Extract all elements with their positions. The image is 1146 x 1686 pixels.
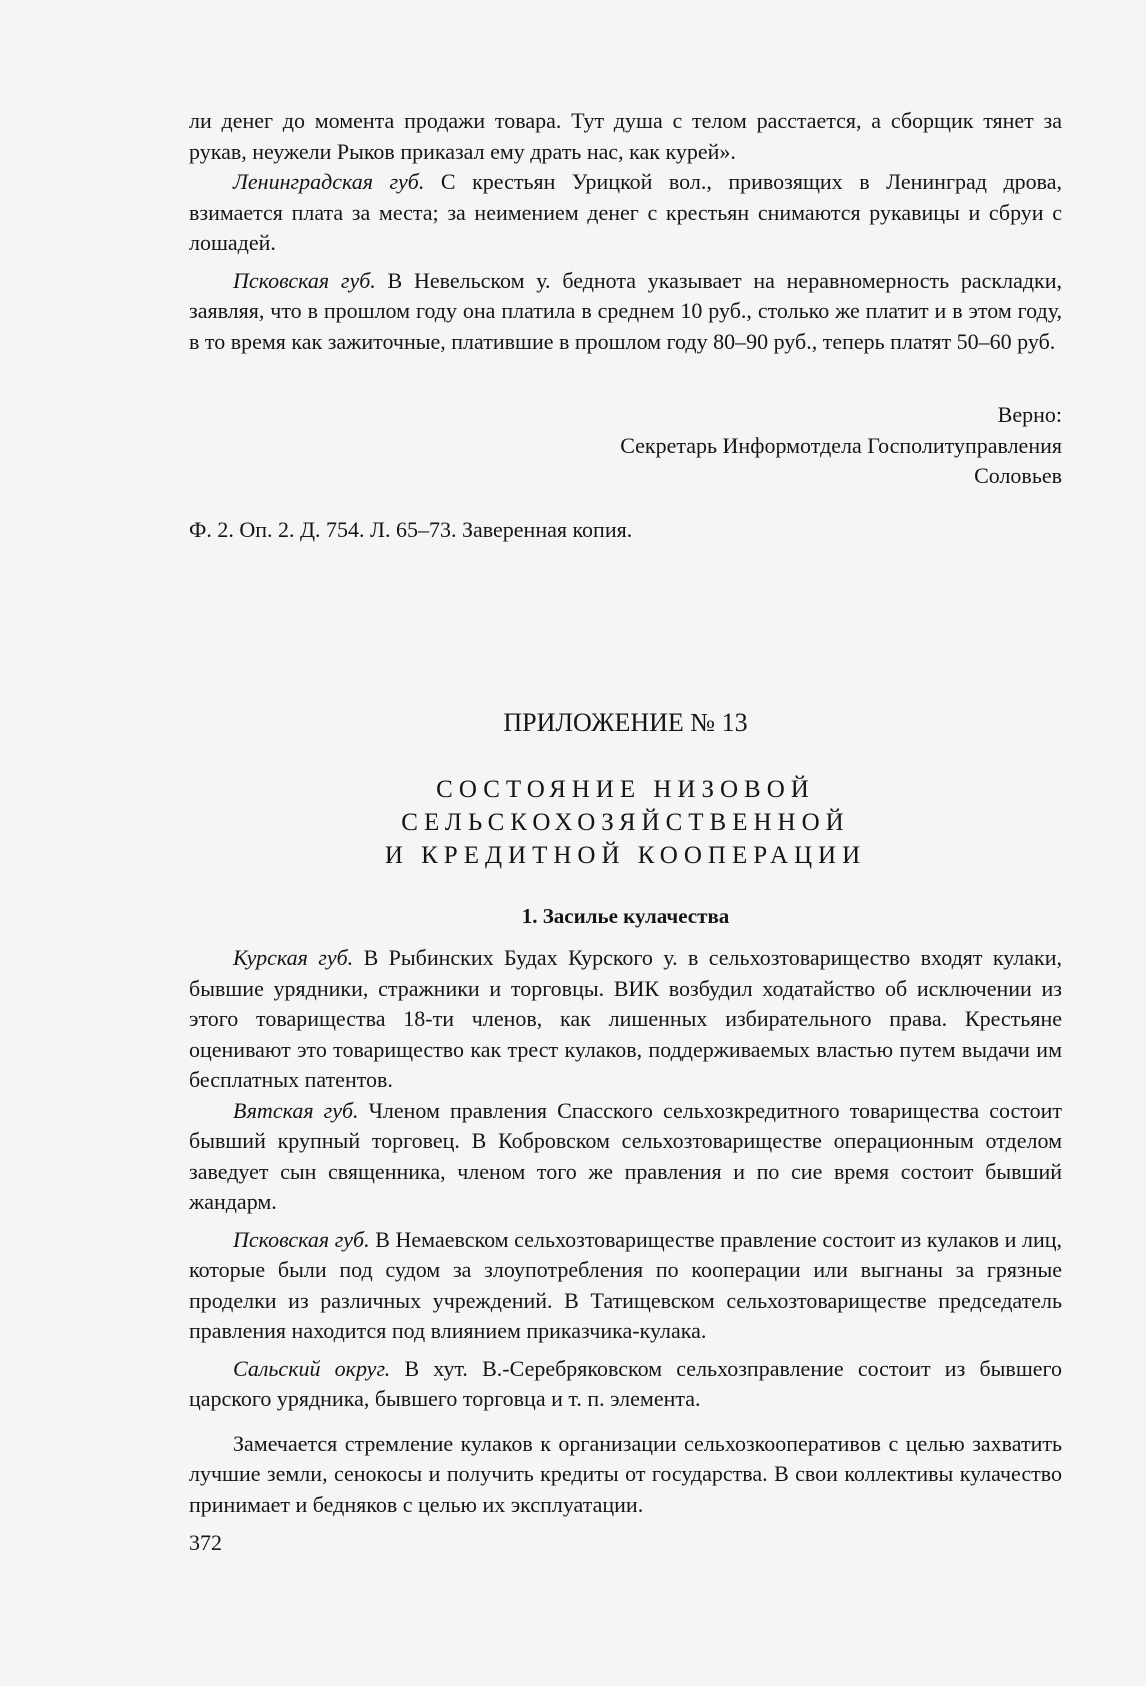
region-label: Сальский округ.: [233, 1355, 391, 1381]
section-heading-line: СЕЛЬСКОХОЗЯЙСТВЕННОЙ: [401, 809, 850, 836]
section-heading-line: И КРЕДИТНОЙ КООПЕРАЦИИ: [384, 842, 867, 869]
paragraph-leningrad: [189, 167, 1062, 259]
paragraph-text: Членом правления Спасского сельхозкредитного товарищества состоит бывший крупный торговец. В Кобровском сельхозтовариществе операционным отделом заведует сын священника, членом того же правления и по сие время состоит бывший жандарм.: [189, 1097, 1062, 1214]
region-label: Ленинградская губ.: [233, 169, 425, 194]
region-label: Вятская губ.: [233, 1097, 359, 1123]
paragraph-text: В хут. В.-Серебряковском сельхозправление состоит из бывшего царского урядника, бывшего торговца и т. п. элемента.: [189, 1355, 1063, 1411]
paragraph-conclusion: [189, 1429, 1062, 1521]
paragraph-text: В Рыбинских Будах Курского у. в сельхозтоварищество входят кулаки, бывшие урядники, стражники и торговцы. ВИК возбудил ходатайство об исключении из этого товарищества 18-ти членов, как лишенных избирательного права. Крестьяне оценивают это товарищество как трест кулаков, поддерживаемых властью путем выдачи им бесплатных патентов.: [189, 945, 1062, 1092]
paragraph-pskov-body: [189, 1225, 1062, 1347]
section-heading: [189, 773, 1062, 872]
signature-block: [189, 400, 1062, 492]
region-label: Псковская губ.: [233, 267, 376, 293]
paragraph-continuation: [189, 106, 1062, 167]
paragraph-text: В Невельском у. беднота указывает на неравномерность раскладки, заявляя, что в прошлом году она платила в среднем 10 руб., столько же платит и в этом году, в то время как зажиточные, платившие в прошлом году 80–90 руб., теперь платят 50–60 руб.: [189, 267, 1063, 354]
paragraph-text: Замечается стремление кулаков к организации сельхозкооперативов с целью захватить лучшие земли, сенокосы и получить кредиты от государства. В свои коллективы кулачество принимает и бедняков с целью их эксплуатации.: [189, 1430, 1062, 1517]
archive-reference: Ф. 2. Оп. 2. Д. 754. Л. 65–73. Заверенная копия.: [189, 517, 633, 542]
appendix-title: ПРИЛОЖЕНИЕ № 13: [503, 708, 748, 737]
top-text-block: [189, 106, 1062, 357]
body-text-block: [189, 943, 1062, 1520]
signatory-position: Секретарь Информотдела Госполитуправления: [620, 432, 1062, 458]
paragraph-salsk: [189, 1354, 1062, 1415]
paragraph-pskov: [189, 266, 1062, 358]
paragraph-vyatka: [189, 1096, 1062, 1218]
section-heading-line: СОСТОЯНИЕ НИЗОВОЙ: [436, 776, 815, 803]
verified-label: Верно:: [997, 402, 1062, 427]
page-number: 372: [189, 1530, 222, 1555]
paragraph-text: ли денег до момента продажи товара. Тут душа с телом расстается, а сборщик тянет за рукав, неужели Рыков приказал ему драть нас, как курей».: [189, 108, 1062, 164]
paragraph-text: С крестьян Урицкой вол., привозящих в Ленинград дрова, взимается плата за места; за неимением денег с крестьян снимаются рукавицы и сбруи с лошадей.: [189, 169, 1062, 255]
region-label: Курская губ.: [233, 945, 354, 970]
region-label: Псковская губ.: [233, 1226, 370, 1252]
signatory-name: Соловьев: [974, 463, 1062, 488]
paragraph-text: В Немаевском сельхозтовариществе правление состоит из кулаков и лиц, которые были под судом за злоупотребления по кооперации или выгнаны за грязные проделки из различных учреждений. В Татищевском сельхозтовариществе председатель правления находится под влиянием приказчика-кулака.: [189, 1226, 1062, 1343]
paragraph-kursk: [189, 943, 1062, 1096]
subsection-title: 1. Засилье кулачества: [521, 904, 730, 928]
